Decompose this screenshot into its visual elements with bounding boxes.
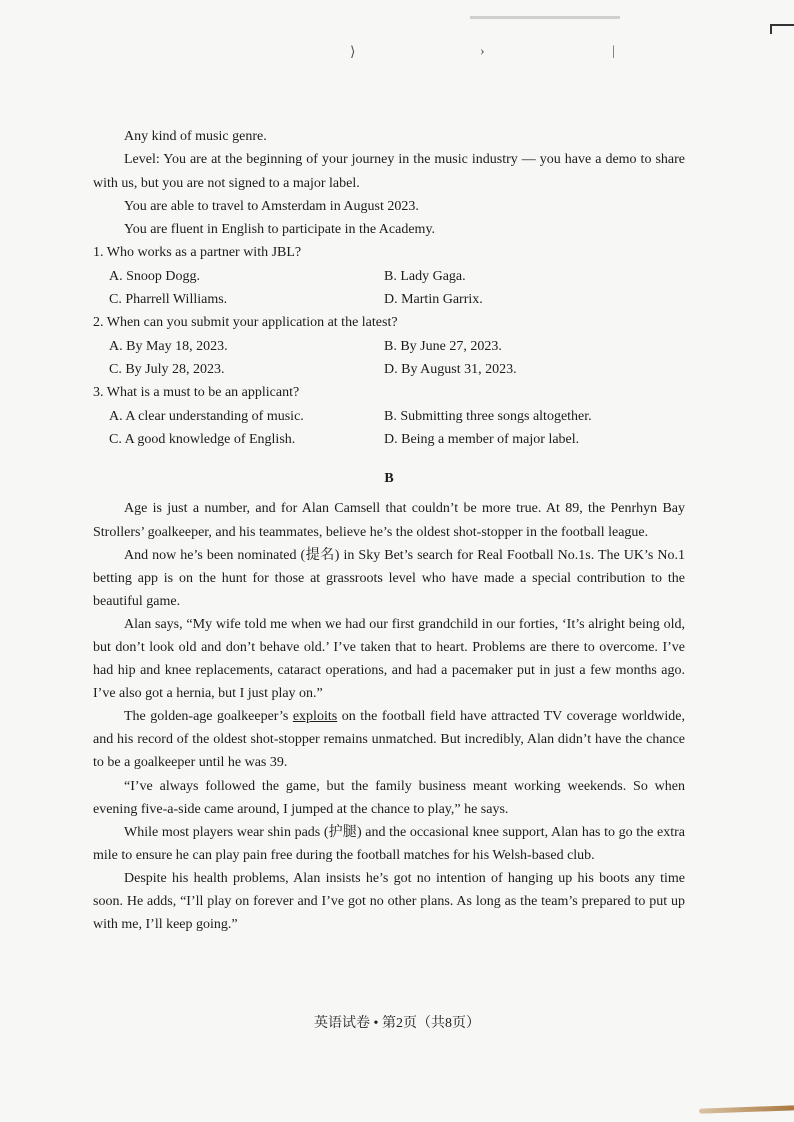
paragraph-text: on the football field have attracted TV coverage worldwide, and his record of the oldest shot-stopper remains unmatched. But incredibly, Alan didn’t have the chance to be a goalkeeper until he was 39. bbox=[93, 709, 685, 771]
passage-b bbox=[93, 497, 685, 936]
scan-mark: ⟩ bbox=[350, 45, 356, 60]
option-d: D. Being a member of major label. bbox=[384, 431, 580, 447]
paragraph: Despite his health problems, Alan insists he’s got no intention of hanging up his boots any time soon. He adds, “I’ll play on forever and I’ve got no other plans. As long as the team’s prepared to put up with me, I’ll keep going.” bbox=[93, 870, 685, 933]
option-d: D. By August 31, 2023. bbox=[384, 361, 517, 377]
option-a: A. A clear understanding of music. bbox=[109, 408, 304, 424]
scan-mark: › bbox=[480, 44, 485, 59]
requirement-line: Any kind of music genre. bbox=[124, 129, 267, 144]
scan-corner-mark bbox=[770, 24, 794, 34]
section-heading: B bbox=[384, 471, 394, 487]
paragraph: And now he’s been nominated (提名) in Sky Bet’s search for Real Football No.1s. The UK’s No.1 betting app is on the hunt for those at grassroots level who have made a special contribution to the beautiful game. bbox=[93, 547, 685, 609]
question-stem: 2. When can you submit your application at the latest? bbox=[93, 315, 398, 331]
option-c: C. By July 28, 2023. bbox=[109, 361, 225, 377]
exam-page-body bbox=[93, 125, 685, 936]
question-stem: 3. What is a must to be an applicant? bbox=[93, 385, 300, 401]
option-b: B. Lady Gaga. bbox=[384, 268, 466, 284]
paragraph: Alan says, “My wife told me when we had our first grandchild in our forties, ‘It’s alright being old, but don’t look old and don’t behave old.’ I’ve taken that to heart. Problems are there to overcome. I’ve had hip and knee replacements, cataract operations, and had a pacemaker put in just a few months ago. I’ve also got a hernia, but I just play on.” bbox=[93, 616, 685, 702]
option-b: B. By June 27, 2023. bbox=[384, 338, 502, 354]
option-d: D. Martin Garrix. bbox=[384, 292, 483, 308]
paragraph: “I’ve always followed the game, but the family business meant working weekends. So when evening five-a-side came around, I jumped at the chance to play,” he says. bbox=[93, 778, 685, 817]
option-b: B. Submitting three songs altogether. bbox=[384, 408, 592, 424]
option-a: A. Snoop Dogg. bbox=[109, 268, 201, 284]
requirement-line: You are able to travel to Amsterdam in August 2023. bbox=[124, 198, 419, 214]
option-a: A. By May 18, 2023. bbox=[109, 338, 228, 354]
page-footer: 英语试卷 • 第2页（共8页） bbox=[314, 1016, 480, 1031]
option-c: C. Pharrell Williams. bbox=[109, 292, 228, 308]
scan-mark: | bbox=[612, 44, 615, 59]
scan-edge-streak bbox=[699, 1105, 794, 1113]
underlined-word: exploits bbox=[292, 709, 338, 725]
requirement-line: You are fluent in English to participate in the Academy. bbox=[124, 222, 436, 238]
question-2 bbox=[93, 311, 685, 381]
paragraph: While most players wear shin pads (护腿) and the occasional knee support, Alan has to go the extra mile to ensure he can play pain free during the football matches for his Welsh-based club. bbox=[93, 824, 685, 863]
scan-artifact-line bbox=[470, 16, 620, 19]
option-c: C. A good knowledge of English. bbox=[109, 431, 296, 447]
paragraph bbox=[93, 705, 685, 774]
question-3 bbox=[93, 381, 685, 451]
paragraph-text: The golden-age goalkeeper’s bbox=[124, 709, 293, 725]
requirement-line: Level: You are at the beginning of your journey in the music industry — you have a demo to share with us, but you are not signed to a major label. bbox=[93, 152, 685, 191]
question-1 bbox=[93, 241, 685, 311]
paragraph: Age is just a number, and for Alan Camsell that couldn’t be more true. At 89, the Penrhyn Bay Strollers’ goalkeeper, and his teammates, believe he’s the oldest shot-stopper in the football league. bbox=[93, 501, 685, 540]
question-stem: 1. Who works as a partner with JBL? bbox=[93, 245, 302, 261]
